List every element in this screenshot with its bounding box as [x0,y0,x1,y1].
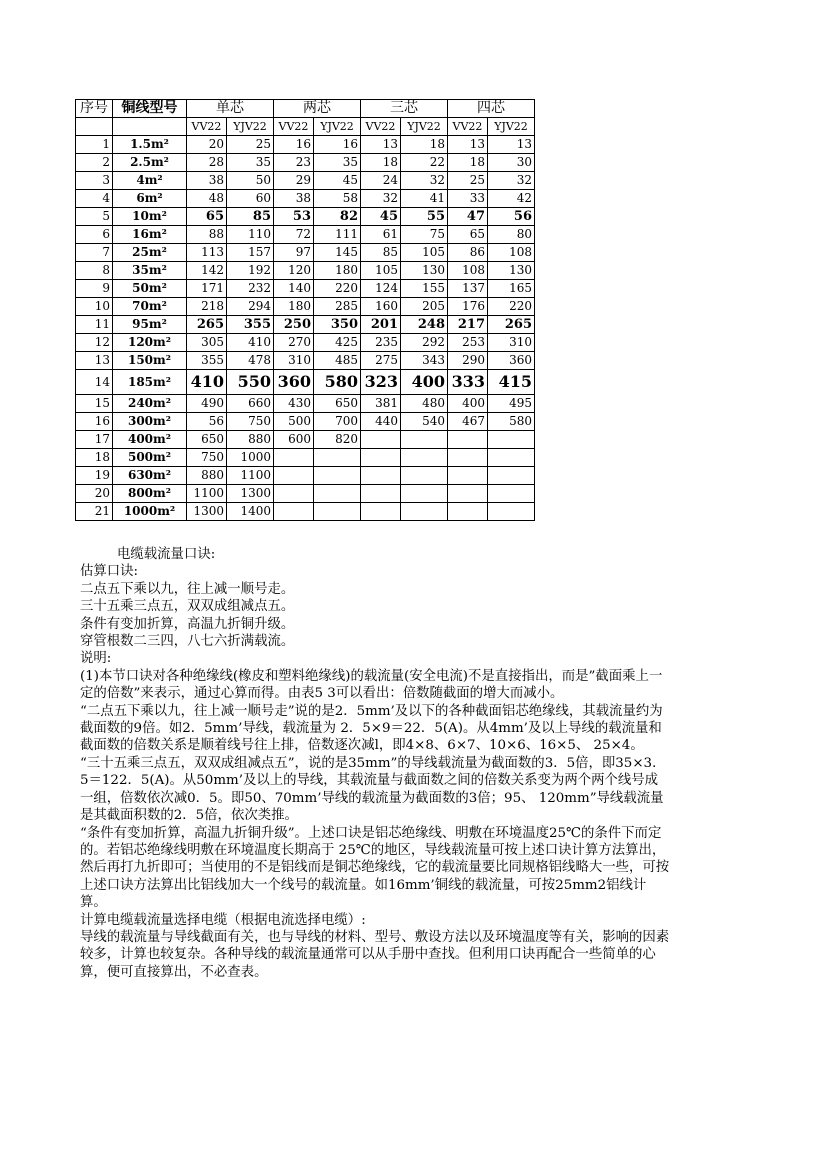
capacity-cell: 20 [187,136,227,154]
capacity-cell: 108 [448,262,488,280]
row-number: 14 [76,370,113,395]
capacity-cell: 467 [448,413,488,431]
capacity-cell [361,431,401,449]
capacity-cell: 32 [401,172,448,190]
row-number: 18 [76,449,113,467]
capacity-cell: 217 [448,316,488,334]
capacity-cell: 24 [361,172,401,190]
capacity-cell: 130 [401,262,448,280]
capacity-cell [274,449,314,467]
note-line: 穿管根数二三四，八七六折满载流。 [80,634,295,650]
row-number: 5 [76,208,113,226]
sub-header: VV22 [187,118,227,136]
capacity-cell: 56 [488,208,535,226]
row-number: 6 [76,226,113,244]
table-row [76,352,535,370]
capacity-cell: 18 [361,154,401,172]
capacity-cell: 45 [361,208,401,226]
capacity-cell [361,467,401,485]
capacity-cell: 23 [274,154,314,172]
capacity-cell: 111 [314,226,361,244]
capacity-cell: 88 [187,226,227,244]
capacity-cell: 16 [274,136,314,154]
capacity-cell: 650 [187,431,227,449]
capacity-cell: 13 [448,136,488,154]
capacity-cell [361,503,401,521]
type-header: 铜线型号 [113,100,187,118]
capacity-cell: 75 [401,226,448,244]
table-row [76,280,535,298]
capacity-cell: 155 [401,280,448,298]
capacity-cell [361,449,401,467]
capacity-cell: 820 [314,431,361,449]
capacity-cell: 61 [361,226,401,244]
capacity-cell [314,485,361,503]
capacity-cell: 478 [227,352,274,370]
capacity-cell: 29 [274,172,314,190]
cable-type: 1.5m² [113,136,187,154]
capacity-cell [401,431,448,449]
capacity-cell [448,431,488,449]
cable-type: 120m² [113,334,187,352]
capacity-cell: 205 [401,298,448,316]
capacity-cell: 1400 [227,503,274,521]
capacity-cell: 110 [227,226,274,244]
capacity-cell: 355 [227,316,274,334]
capacity-cell: 275 [361,352,401,370]
sub-header: YJV22 [227,118,274,136]
cable-type: 16m² [113,226,187,244]
capacity-cell [488,485,535,503]
capacity-cell: 220 [314,280,361,298]
sub-header: YJV22 [401,118,448,136]
cable-type: 300m² [113,413,187,431]
capacity-cell: 310 [488,334,535,352]
capacity-cell [488,431,535,449]
row-number: 8 [76,262,113,280]
capacity-cell: 292 [401,334,448,352]
note-line: 条件有变加折算，高温九折铜升级。 [80,616,295,632]
capacity-cell: 480 [401,395,448,413]
capacity-cell [488,503,535,521]
capacity-cell: 85 [227,208,274,226]
row-number: 19 [76,467,113,485]
capacity-cell: 124 [361,280,401,298]
capacity-cell: 108 [488,244,535,262]
capacity-cell: 16 [314,136,361,154]
capacity-cell: 97 [274,244,314,262]
table-row [76,449,535,467]
table-row [76,413,535,431]
capacity-cell: 13 [488,136,535,154]
cable-type: 150m² [113,352,187,370]
capacity-cell: 333 [448,370,488,395]
row-number: 3 [76,172,113,190]
notes-section [80,546,670,981]
capacity-cell [448,467,488,485]
capacity-cell: 48 [187,190,227,208]
table-row [76,395,535,413]
cable-type: 240m² [113,395,187,413]
capacity-cell [274,467,314,485]
table-row [76,136,535,154]
header-row-2 [76,118,535,136]
notes-lines [80,563,670,981]
capacity-cell: 490 [187,395,227,413]
capacity-cell: 41 [401,190,448,208]
group-header-three: 三芯 [361,100,448,118]
capacity-cell [314,467,361,485]
capacity-cell: 1100 [187,485,227,503]
table-row [76,244,535,262]
table-row [76,370,535,395]
capacity-cell: 310 [274,352,314,370]
group-header-four: 四芯 [448,100,535,118]
capacity-cell: 157 [227,244,274,262]
capacity-cell: 50 [227,172,274,190]
cable-type: 185m² [113,370,187,395]
capacity-cell: 415 [488,370,535,395]
capacity-cell: 265 [187,316,227,334]
capacity-cell: 120 [274,262,314,280]
note-line: 说明: [80,651,112,667]
capacity-cell: 65 [187,208,227,226]
row-number: 15 [76,395,113,413]
capacity-cell: 35 [314,154,361,172]
capacity-cell: 25 [227,136,274,154]
capacity-cell: 485 [314,352,361,370]
capacity-cell: 192 [227,262,274,280]
capacity-cell [274,485,314,503]
capacity-cell: 540 [401,413,448,431]
capacity-cell: 1300 [187,503,227,521]
capacity-cell: 38 [187,172,227,190]
capacity-cell: 160 [361,298,401,316]
capacity-cell: 82 [314,208,361,226]
capacity-cell: 60 [227,190,274,208]
capacity-cell [448,503,488,521]
cable-type: 4m² [113,172,187,190]
capacity-cell: 660 [227,395,274,413]
capacity-cell [448,449,488,467]
capacity-cell: 600 [274,431,314,449]
capacity-cell: 430 [274,395,314,413]
capacity-cell [401,485,448,503]
cable-type: 35m² [113,262,187,280]
capacity-cell: 270 [274,334,314,352]
row-number: 13 [76,352,113,370]
capacity-cell [361,485,401,503]
row-number: 21 [76,503,113,521]
table-row [76,262,535,280]
capacity-cell: 113 [187,244,227,262]
table-row [76,467,535,485]
capacity-cell: 500 [274,413,314,431]
capacity-cell [488,449,535,467]
capacity-cell: 550 [227,370,274,395]
current-capacity-table [75,99,535,521]
capacity-cell: 171 [187,280,227,298]
capacity-cell: 18 [448,154,488,172]
capacity-cell: 360 [274,370,314,395]
capacity-cell [314,449,361,467]
capacity-cell: 700 [314,413,361,431]
note-line: 估算口诀: [80,564,139,580]
table-row [76,154,535,172]
table-row [76,298,535,316]
capacity-cell [401,449,448,467]
capacity-cell: 53 [274,208,314,226]
capacity-cell: 33 [448,190,488,208]
cable-type: 25m² [113,244,187,262]
capacity-cell: 218 [187,298,227,316]
capacity-cell: 72 [274,226,314,244]
type-subheader [113,118,187,136]
capacity-cell: 65 [448,226,488,244]
capacity-cell: 22 [401,154,448,172]
capacity-cell: 18 [401,136,448,154]
capacity-cell: 85 [361,244,401,262]
cable-type: 630m² [113,467,187,485]
capacity-cell: 55 [401,208,448,226]
table-row [76,172,535,190]
sub-header: VV22 [274,118,314,136]
row-number: 10 [76,298,113,316]
capacity-cell: 355 [187,352,227,370]
capacity-cell: 323 [361,370,401,395]
notes-title: 电缆载流量口诀: [117,547,216,562]
seq-header: 序号 [76,100,113,118]
note-line: 导线的载流量与导线截面有关，也与导线的材料、型号、敷设方法以及环境温度等有关，影响的因素较多，计算也较复杂。各种导线的载流量通常可以从手册中查找。但利用口诀再配合一些简单的心算，便可直接算出，不必查表。 [80,929,670,980]
table-row [76,334,535,352]
group-header-single: 单芯 [187,100,274,118]
seq-subheader [76,118,113,136]
capacity-cell: 35 [227,154,274,172]
capacity-cell: 410 [187,370,227,395]
capacity-cell: 750 [227,413,274,431]
capacity-cell: 176 [448,298,488,316]
capacity-cell: 32 [361,190,401,208]
capacity-cell: 235 [361,334,401,352]
capacity-cell: 248 [401,316,448,334]
table-row [76,190,535,208]
row-number: 20 [76,485,113,503]
sub-header: YJV22 [314,118,361,136]
capacity-cell: 360 [488,352,535,370]
capacity-cell: 105 [361,262,401,280]
capacity-cell: 305 [187,334,227,352]
capacity-cell: 580 [314,370,361,395]
capacity-cell: 86 [448,244,488,262]
capacity-cell: 265 [488,316,535,334]
capacity-cell: 56 [187,413,227,431]
capacity-cell: 13 [361,136,401,154]
cable-type: 500m² [113,449,187,467]
table-row [76,208,535,226]
row-number: 11 [76,316,113,334]
table-row [76,431,535,449]
capacity-cell: 165 [488,280,535,298]
capacity-cell: 58 [314,190,361,208]
table-row [76,485,535,503]
note-line: 三十五乘三点五，双双成组减点五。 [80,599,295,615]
capacity-cell: 105 [401,244,448,262]
note-line: “条件有变加折算，高温九折铜升级”。上述口诀是铝芯绝缘线、明敷在环境温度25℃的条件下而定的。若铝芯绝缘线明敷在环境温度长期高于 25℃的地区，导线载流量可按上述口诀计算方法算出，然后再打九折即可；当使用的不是铝线而是铜芯绝缘线，它的载流量要比同规格铝线略大一些，可按上述口诀方法算出比铝线加大一个线号的载流量。如16mm’铜线的载流量，可按25mm2铝线计算。 [80,825,670,911]
group-header-two: 两芯 [274,100,361,118]
table-row [76,503,535,521]
note-line: (1)本节口诀对各种绝缘线(橡皮和塑料绝缘线)的载流量(安全电流)不是直接指出，而是”截面乘上一定的倍数”来表示，通过心算而得。由表5 3可以看出：倍数随截面的增大而减小。 [80,668,663,702]
capacity-cell: 880 [227,431,274,449]
capacity-cell: 1000 [227,449,274,467]
cable-type: 800m² [113,485,187,503]
capacity-cell: 28 [187,154,227,172]
capacity-cell: 440 [361,413,401,431]
capacity-cell: 130 [488,262,535,280]
note-line: “三十五乘三点五，双双成组减点五”，说的是35mm”的导线载流量为截面数的3．5倍，即35×3．5＝122．5(A)。从50mm’及以上的导线，其载流量与截面数之间的倍数关系变为两个两个线号成一组，倍数依次减0．5。即50、70mm’导线的载流量为截面数的3倍；95、 120mm”导线载流量是其截面积数的2．5倍，依次类推。 [80,755,666,824]
capacity-cell: 232 [227,280,274,298]
capacity-cell: 495 [488,395,535,413]
capacity-cell: 1300 [227,485,274,503]
sub-header: YJV22 [488,118,535,136]
row-number: 2 [76,154,113,172]
cable-type: 400m² [113,431,187,449]
capacity-cell: 30 [488,154,535,172]
capacity-cell: 145 [314,244,361,262]
capacity-cell: 400 [401,370,448,395]
capacity-cell: 38 [274,190,314,208]
capacity-cell: 142 [187,262,227,280]
capacity-cell [274,503,314,521]
capacity-cell: 180 [274,298,314,316]
header-row-1 [76,100,535,118]
note-line: “二点五下乘以九，往上减一顺号走”说的是2．5mm’及以下的各种截面铝芯绝缘线，其载流量约为截面数的9倍。如2．5mm’导线，载流量为 2．5×9＝22．5(A)。从4mm’及以上导线的载流量和截面数的倍数关系是顺着线号往上排，倍数逐次减l，即4×8、6×7、10×6、16×5、 25×4。 [80,703,663,754]
capacity-cell: 750 [187,449,227,467]
capacity-cell: 343 [401,352,448,370]
cable-type: 1000m² [113,503,187,521]
capacity-cell [401,467,448,485]
row-number: 16 [76,413,113,431]
capacity-cell: 45 [314,172,361,190]
capacity-cell: 42 [488,190,535,208]
capacity-cell: 650 [314,395,361,413]
capacity-cell: 285 [314,298,361,316]
capacity-cell: 80 [488,226,535,244]
row-number: 7 [76,244,113,262]
sub-header: VV22 [448,118,488,136]
capacity-cell: 250 [274,316,314,334]
cable-type: 10m² [113,208,187,226]
capacity-cell: 880 [187,467,227,485]
capacity-cell: 47 [448,208,488,226]
capacity-cell: 180 [314,262,361,280]
capacity-cell [401,503,448,521]
capacity-cell: 220 [488,298,535,316]
row-number: 4 [76,190,113,208]
cable-type: 50m² [113,280,187,298]
cable-type: 70m² [113,298,187,316]
row-number: 1 [76,136,113,154]
capacity-cell: 290 [448,352,488,370]
capacity-cell: 140 [274,280,314,298]
capacity-cell [314,503,361,521]
capacity-cell: 381 [361,395,401,413]
cable-type: 95m² [113,316,187,334]
table-row [76,316,535,334]
row-number: 17 [76,431,113,449]
capacity-cell: 350 [314,316,361,334]
capacity-cell: 425 [314,334,361,352]
capacity-cell [488,467,535,485]
sub-header: VV22 [361,118,401,136]
note-line: 计算电缆载流量选择电缆（根据电流选择电缆）: [80,912,366,928]
cable-type: 2.5m² [113,154,187,172]
note-line: 二点五下乘以九，往上减一顺号走。 [80,581,295,597]
table-row [76,226,535,244]
capacity-cell: 400 [448,395,488,413]
capacity-cell: 294 [227,298,274,316]
capacity-cell [448,485,488,503]
capacity-cell: 137 [448,280,488,298]
capacity-cell: 25 [448,172,488,190]
cable-type: 6m² [113,190,187,208]
capacity-cell: 253 [448,334,488,352]
capacity-cell: 410 [227,334,274,352]
capacity-cell: 1100 [227,467,274,485]
capacity-cell: 32 [488,172,535,190]
capacity-cell: 580 [488,413,535,431]
row-number: 9 [76,280,113,298]
capacity-cell: 201 [361,316,401,334]
row-number: 12 [76,334,113,352]
